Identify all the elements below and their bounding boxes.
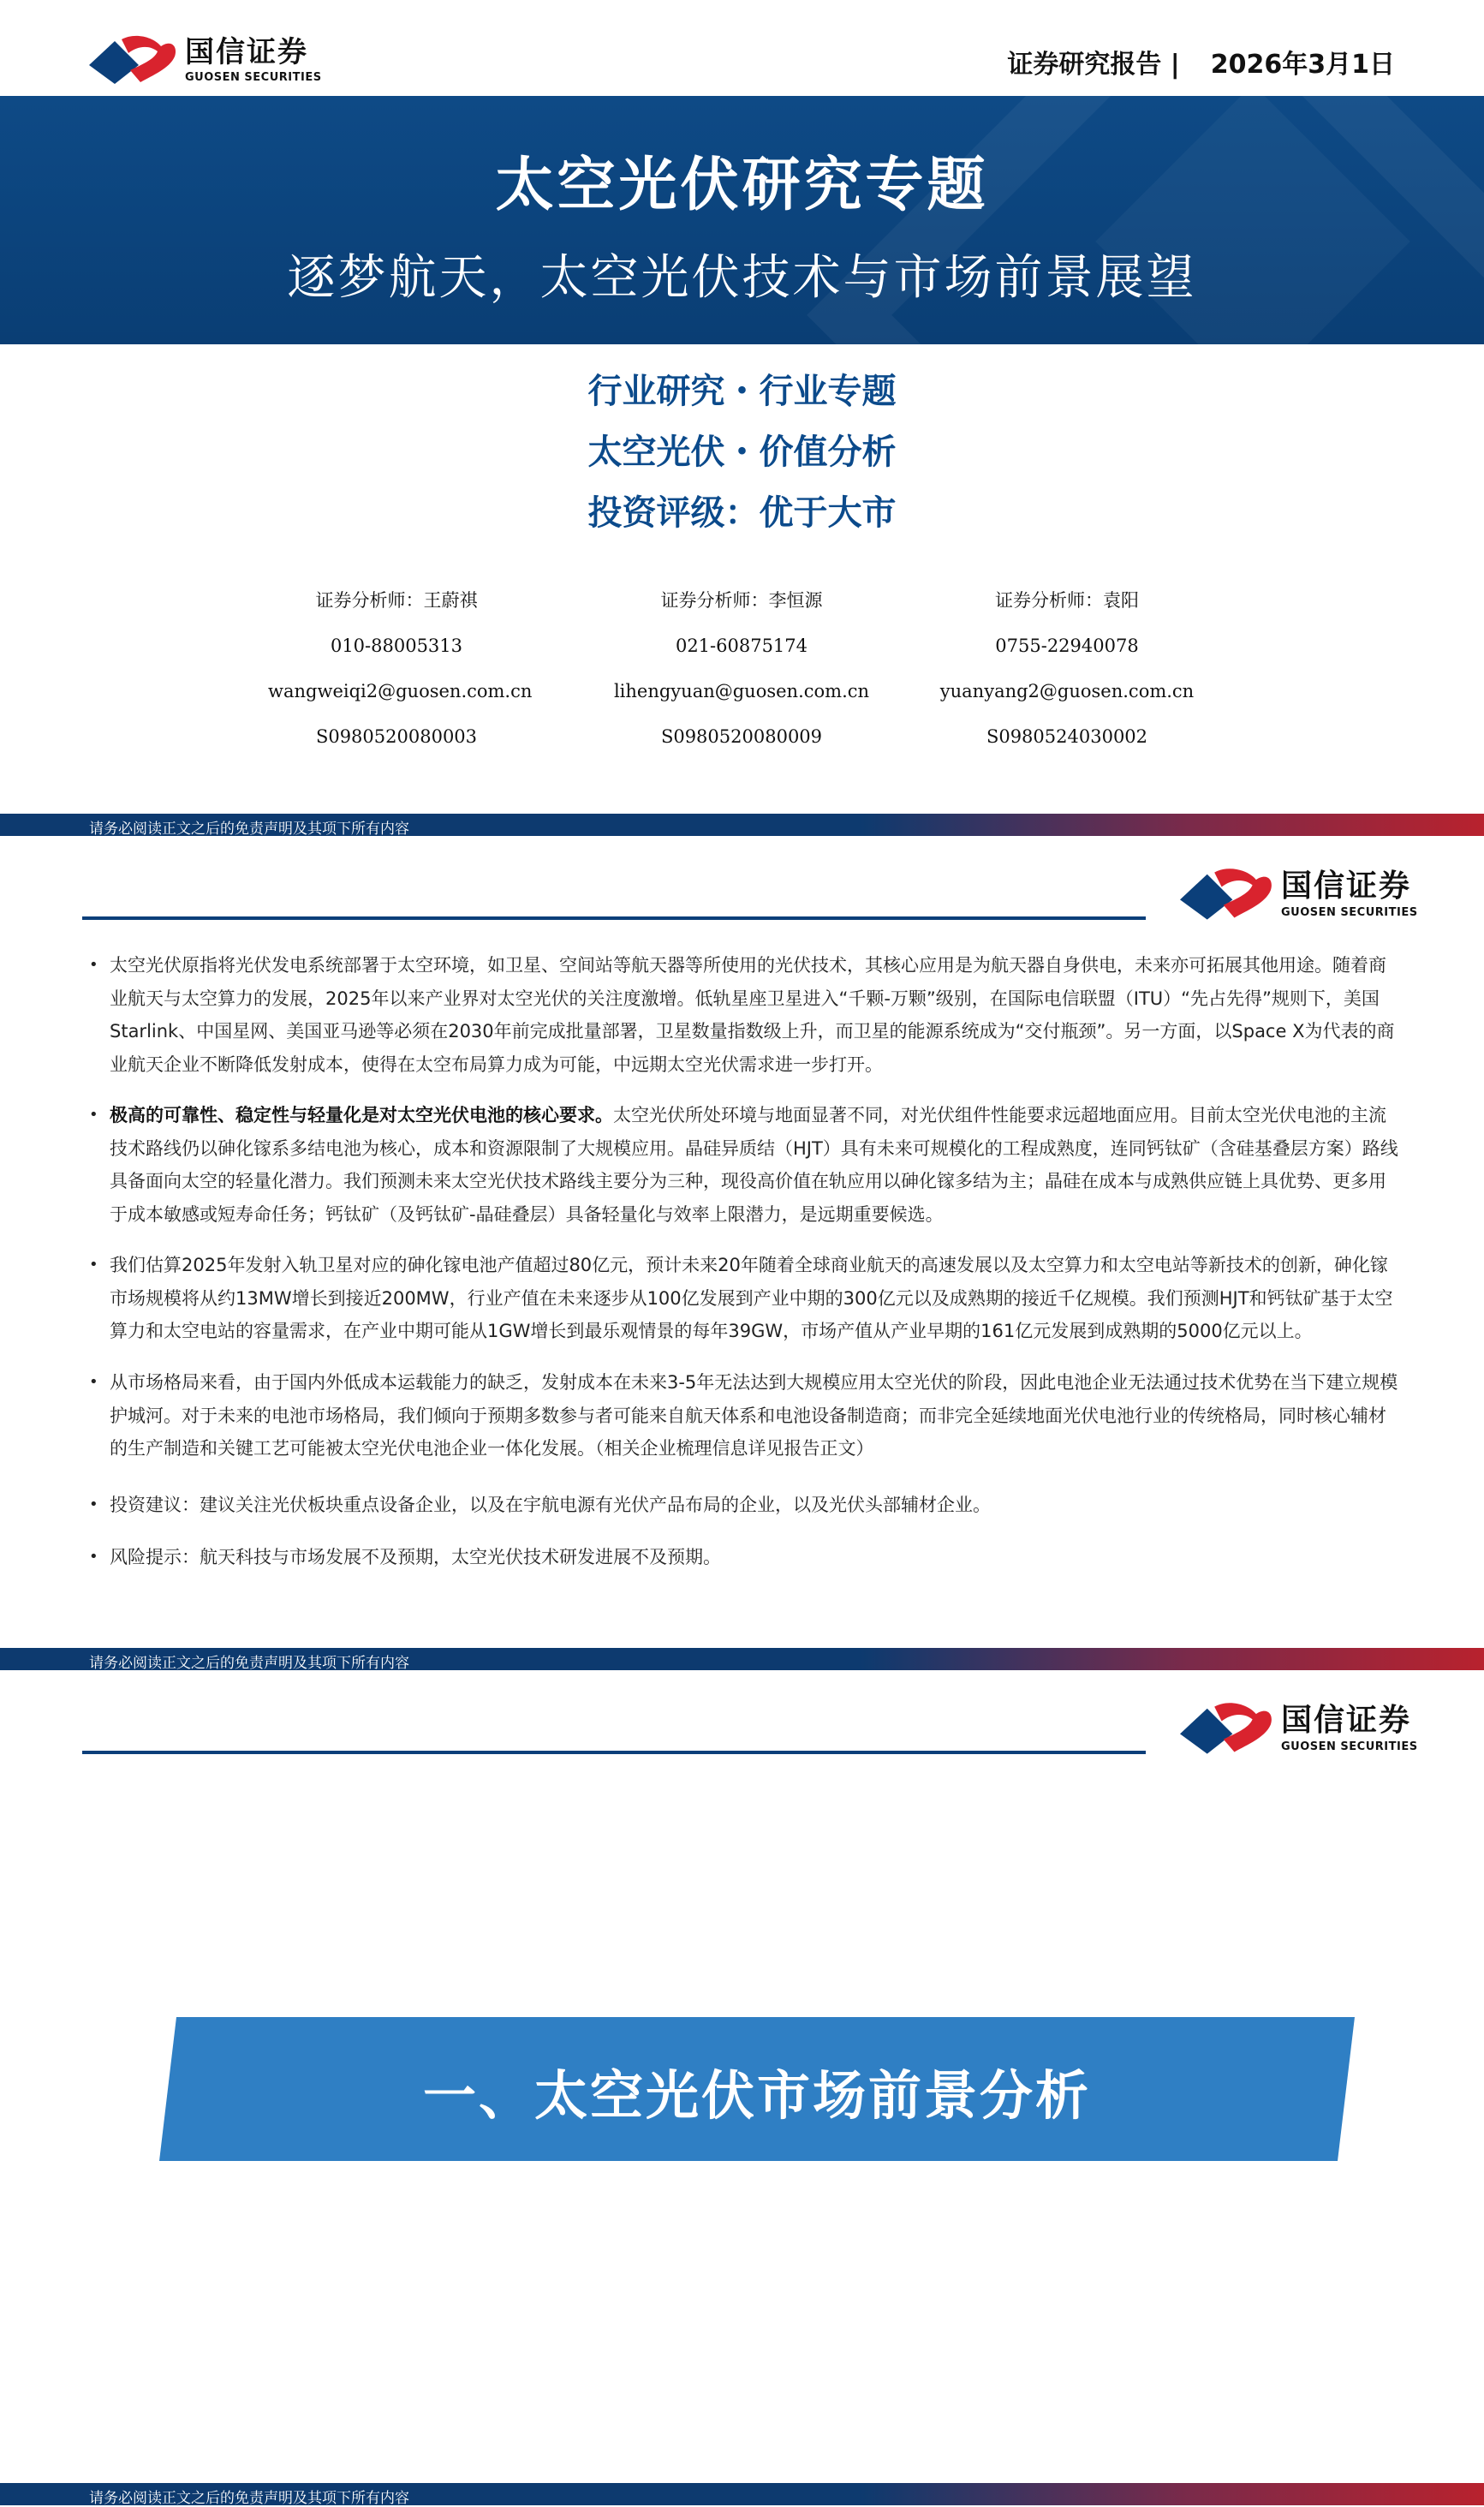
analyst-name: 证券分析师：袁阳: [995, 590, 1139, 611]
section-title: 一、太空光伏市场前景分析: [422, 2064, 1091, 2127]
bullet-lead: 极高的可靠性、稳定性与轻量化是对太空光伏电池的核心要求。: [110, 1105, 613, 1125]
disclaimer-text: 请务必阅读正文之后的免责声明及其项下所有内容: [89, 821, 409, 838]
brand-logo: [89, 34, 322, 86]
analyst-email[interactable]: yuanyang2@guosen.com.cn: [939, 681, 1195, 701]
bullet-text: 风险提示：航天科技与市场发展不及预期，太空光伏技术研发进展不及预期。: [110, 1547, 721, 1567]
bullet-text: 太空光伏原指将光伏发电系统部署于太空环境，如卫星、空间站等航天器等所使用的光伏技术，其核心应用是为航天器自身供电，未来亦可拓展其他用途。随着商业航天与太空算力的发展，2025年以来产业界对太空光伏的关注度激增。低轨星座卫星进入“千颗-万颗”级别，在国际电信联盟（ITU）“先占先得”规则下，美国Starlink、中国星网、美国亚马逊等必须在2030年前完成批量部署，卫星数量指数级上升，而卫星的能源系统成为“交付瓶颈”。另一方面，以Space X为代表的商业航天企业不断降低发射成本，使得在太空布局算力成为可能，中远期太空光伏需求进一步打开。: [110, 955, 1395, 1075]
disclaimer-bar: [0, 1648, 1484, 1670]
brand-name-en: GUOSEN SECURITIES: [1281, 905, 1418, 919]
analyst-phone: 010-88005313: [330, 636, 463, 656]
disclaimer-bar: [0, 814, 1484, 836]
guosen-logo-icon: [89, 34, 178, 86]
analyst-name: 证券分析师：王蔚祺: [315, 590, 478, 611]
summary-bullet: • 我们估算2025年发射入轨卫星对应的砷化镓电池产值超过80亿元，预计未来20年随着全球商业航天的高速发展以及太空算力和太空电站等新技术的创新，砷化镓市场规模将从约13MW增长到接近200MW，行业产值在未来逐步从100亿发展到产业中期的300亿元以及成熟期的接近千亿规模。我们预测HJT和钙钛矿基于太空算力和太空电站的容量需求，在产业中期可能从1GW增长到最乐观情景的每年39GW，市场产值从产业早期的161亿元发展到成熟期的5000亿元以上。: [89, 1255, 1393, 1341]
brand-name-cn: 国信证券: [1281, 868, 1412, 904]
analyst-email[interactable]: lihengyuan@guosen.com.cn: [613, 681, 870, 701]
summary-bullet: • 从市场格局来看，由于国内外低成本运载能力的缺乏，发射成本在未来3-5年无法达到大规模应用太空光伏的阶段，因此电池企业无法通过技术优势在当下建立规模护城河。对于未来的电池市场格局，我们倾向于预期多数参与者可能来自航天体系和电池设备制造商；而非完全延续地面光伏电池行业的传统格局，同时核心辅材的生产制造和关键工艺可能被太空光伏电池企业一体化发展。（相关企业梳理信息详见报告正文）: [89, 1372, 1398, 1459]
report-type: 证券研究报告 |: [1007, 50, 1180, 80]
brand-logo: [1180, 867, 1418, 922]
bullet-text: 投资建议：建议关注光伏板块重点设备企业，以及在宇航电源有光伏产品布局的企业，以及光伏头部辅材企业。: [110, 1495, 991, 1515]
category-line: 太空光伏・价值分析: [587, 433, 897, 472]
guosen-logo-icon: [1180, 1701, 1274, 1756]
report-header: [1007, 43, 1395, 81]
report-title: 太空光伏研究专题: [495, 152, 989, 219]
brand-name-cn: 国信证券: [1281, 1702, 1412, 1738]
bullet-text: 太空光伏所处环境与地面显著不同，对光伏组件性能要求远超地面应用。目前太空光伏电池的主流技术路线仍以砷化镓系多结电池为核心，成本和资源限制了大规模应用。晶硅异质结（HJT）具有未来可规模化的工程成熟度，连同钙钛矿（含硅基叠层方案）路线具备面向太空的轻量化潜力。我们预测未来太空光伏技术路线主要分为三种，现役高价值在轨应用以砷化镓多结为主；晶硅在成本与成熟供应链上具优势、更多用于成本敏感或短寿命任务；钙钛矿（及钙钛矿-晶硅叠层）具备轻量化与效率上限潜力，是远期重要候选。: [110, 1105, 1398, 1225]
header-rule: [82, 1751, 1146, 1754]
bullet-text: 从市场格局来看，由于国内外低成本运载能力的缺乏，发射成本在未来3-5年无法达到大规模应用太空光伏的阶段，因此电池企业无法通过技术优势在当下建立规模护城河。对于未来的电池市场格局，我们倾向于预期多数参与者可能来自航天体系和电池设备制造商；而非完全延续地面光伏电池行业的传统格局，同时核心辅材的生产制造和关键工艺可能被太空光伏电池企业一体化发展。（相关企业梳理信息详见报告正文）: [110, 1372, 1398, 1459]
brand-logo: [1180, 1701, 1418, 1756]
brand-name-en: GUOSEN SECURITIES: [185, 70, 322, 84]
disclaimer-text: 请务必阅读正文之后的免责声明及其项下所有内容: [89, 2490, 409, 2507]
analyst-cert: S0980524030002: [986, 726, 1148, 747]
analyst-card: [613, 588, 870, 769]
brand-name-en: GUOSEN SECURITIES: [1281, 1740, 1418, 1753]
analyst-card: [939, 588, 1195, 769]
report-subtitle: 逐梦航天，太空光伏技术与市场前景展望: [287, 250, 1197, 306]
bullet-text: 我们估算2025年发射入轨卫星对应的砷化镓电池产值超过80亿元，预计未来20年随着全球商业航天的高速发展以及太空算力和太空电站等新技术的创新，砷化镓市场规模将从约13MW增长到接近200MW，行业产值在未来逐步从100亿发展到产业中期的300亿元以及成熟期的接近千亿规模。我们预测HJT和钙钛矿基于太空算力和太空电站的容量需求，在产业中期可能从1GW增长到最乐观情景的每年39GW，市场产值从产业早期的161亿元发展到成熟期的5000亿元以上。: [110, 1255, 1393, 1341]
analyst-email[interactable]: wangweiqi2@guosen.com.cn: [268, 681, 533, 701]
summary-bullet: • 太空光伏原指将光伏发电系统部署于太空环境，如卫星、空间站等航天器等所使用的光伏技术，其核心应用是为航天器自身供电，未来亦可拓展其他用途。随着商业航天与太空算力的发展，2025年以来产业界对太空光伏的关注度激增。低轨星座卫星进入“千颗-万颗”级别，在国际电信联盟（ITU）“先占先得”规则下，美国Starlink、中国星网、美国亚马逊等必须在2030年前完成批量部署，卫星数量指数级上升，而卫星的能源系统成为“交付瓶颈”。另一方面，以Space X为代表的商业航天企业不断降低发射成本，使得在太空布局算力成为可能，中远期太空光伏需求进一步打开。: [89, 955, 1395, 1075]
summary-bullet: • 风险提示：航天科技与市场发展不及预期，太空光伏技术研发进展不及预期。: [89, 1547, 721, 1567]
analyst-name: 证券分析师：李恒源: [660, 590, 823, 611]
category-line: 行业研究・行业专题: [587, 372, 897, 411]
analyst-cert: S0980520080003: [315, 726, 478, 747]
analyst-phone: 021-60875174: [675, 636, 808, 656]
guosen-logo-icon: [1180, 867, 1274, 922]
summary-bullet: • 投资建议：建议关注光伏板块重点设备企业，以及在宇航电源有光伏产品布局的企业，以及光伏头部辅材企业。: [89, 1495, 991, 1515]
summary-bullet: • 极高的可靠性、稳定性与轻量化是对太空光伏电池的核心要求。太空光伏所处环境与地面显著不同，对光伏组件性能要求远超地面应用。目前太空光伏电池的主流技术路线仍以砷化镓系多结电池为核心，成本和资源限制了大规模应用。晶硅异质结（HJT）具有未来可规模化的工程成熟度，连同钙钛矿（含硅基叠层方案）路线具备面向太空的轻量化潜力。我们预测未来太空光伏技术路线主要分为三种，现役高价值在轨应用以砷化镓多结为主；晶硅在成本与成熟供应链上具优势、更多用于成本敏感或短寿命任务；钙钛矿（及钙钛矿-晶硅叠层）具备轻量化与效率上限潜力，是远期重要候选。: [89, 1105, 1398, 1225]
header-rule: [82, 916, 1146, 920]
title-banner: [0, 96, 1484, 344]
section-banner: [159, 2017, 1355, 2161]
disclaimer-text: 请务必阅读正文之后的免责声明及其项下所有内容: [89, 1655, 409, 1672]
report-date: 2026年3月1日: [1210, 50, 1395, 80]
analyst-phone: 0755-22940078: [995, 636, 1139, 656]
brand-name-cn: 国信证券: [185, 34, 308, 69]
disclaimer-bar: [0, 2483, 1484, 2505]
investment-rating: 投资评级：优于大市: [587, 493, 897, 533]
analyst-cert: S0980520080009: [660, 726, 823, 747]
analyst-card: [268, 588, 533, 769]
